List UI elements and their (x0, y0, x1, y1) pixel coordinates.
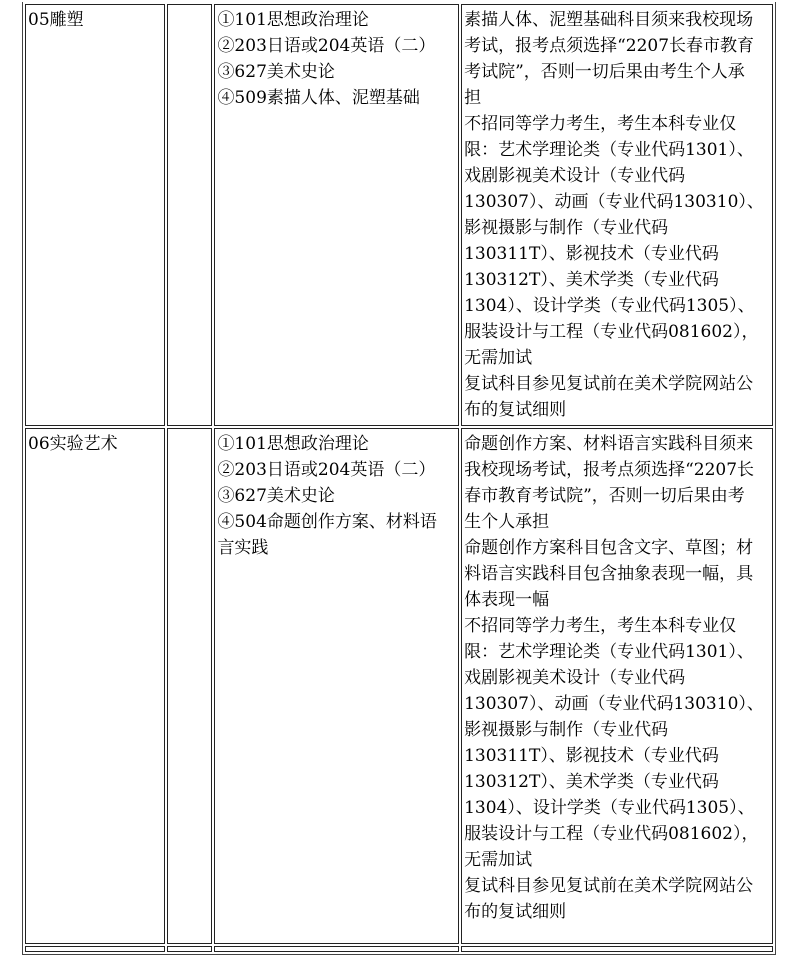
admission-table (22, 2, 776, 955)
note-line: 影视摄影与制作（专业代码 (464, 218, 669, 238)
note-line: 体表现一幅 (464, 590, 550, 610)
note-line: 130311T）、影视技术（专业代码 (464, 746, 719, 766)
note-line: 担 (464, 88, 482, 108)
note-line: 复试科目参见复试前在美术学院网站公 (464, 876, 754, 896)
note-line: 考试，报考点须选择“2207长春市教育 (464, 36, 755, 56)
note-line: 限：艺术学理论类（专业代码1301）、 (464, 642, 754, 662)
note-line: 服装设计与工程（专业代码081602）， (464, 322, 759, 342)
note-line: 命题创作方案科目包含文字、草图；材 (464, 538, 754, 558)
subject-line: ④504命题创作方案、材料语 (217, 512, 437, 532)
major-cell (25, 428, 165, 944)
empty-cell (214, 946, 459, 952)
major-name: 06实验艺术 (28, 434, 118, 454)
subject-line: 言实践 (217, 538, 269, 558)
empty-cell (167, 4, 212, 426)
notes-cell (461, 428, 773, 944)
note-line: 素描人体、泥塑基础科目须来我校现场 (464, 10, 754, 30)
note-line: 无需加试 (464, 850, 533, 870)
note-line: 1304）、设计学类（专业代码1305）、 (464, 296, 755, 316)
empty-cell (167, 946, 212, 952)
note-line: 不招同等学力考生，考生本科专业仅 (464, 114, 737, 134)
subjects-cell (214, 428, 459, 944)
subject-line: ③627美术史论 (217, 62, 335, 82)
note-line: 130307）、动画（专业代码130310）、 (464, 694, 764, 714)
major-name: 05雕塑 (28, 10, 84, 30)
subject-line: ①101思想政治理论 (217, 10, 369, 30)
subject-line: ③627美术史论 (217, 486, 335, 506)
note-line: 我校现场考试，报考点须选择“2207长 (464, 460, 755, 480)
note-line: 布的复试细则 (464, 902, 567, 922)
note-line: 1304）、设计学类（专业代码1305）、 (464, 798, 755, 818)
note-line: 考试院”，否则一切后果由考生个人承 (464, 62, 745, 82)
note-line: 130311T）、影视技术（专业代码 (464, 244, 719, 264)
note-line: 无需加试 (464, 348, 533, 368)
note-line: 春市教育考试院”，否则一切后果由考 (464, 486, 745, 506)
note-line: 命题创作方案、材料语言实践科目须来 (464, 434, 754, 454)
subject-line: ②203日语或204英语（二） (217, 460, 436, 480)
note-line: 戏剧影视美术设计（专业代码 (464, 668, 686, 688)
subject-line: ④509素描人体、泥塑基础 (217, 88, 420, 108)
note-line: 戏剧影视美术设计（专业代码 (464, 166, 686, 186)
table-row (25, 428, 773, 944)
subject-line: ①101思想政治理论 (217, 434, 369, 454)
empty-cell (25, 946, 165, 952)
note-line: 130312T）、美术学类（专业代码 (464, 772, 719, 792)
note-line: 限：艺术学理论类（专业代码1301）、 (464, 140, 754, 160)
note-line: 料语言实践科目包含抽象表现一幅，具 (464, 564, 754, 584)
note-line: 130312T）、美术学类（专业代码 (464, 270, 719, 290)
subject-line: ②203日语或204英语（二） (217, 36, 436, 56)
table-row (25, 946, 773, 952)
major-cell (25, 4, 165, 426)
empty-cell (167, 428, 212, 944)
note-line: 130307）、动画（专业代码130310）、 (464, 192, 764, 212)
notes-cell (461, 4, 773, 426)
empty-cell (461, 946, 773, 952)
note-line: 服装设计与工程（专业代码081602）， (464, 824, 759, 844)
note-line: 复试科目参见复试前在美术学院网站公 (464, 374, 754, 394)
note-line: 生个人承担 (464, 512, 550, 532)
note-line: 不招同等学力考生，考生本科专业仅 (464, 616, 737, 636)
table-row (25, 4, 773, 426)
subjects-cell (214, 4, 459, 426)
note-line: 布的复试细则 (464, 400, 567, 420)
note-line: 影视摄影与制作（专业代码 (464, 720, 669, 740)
